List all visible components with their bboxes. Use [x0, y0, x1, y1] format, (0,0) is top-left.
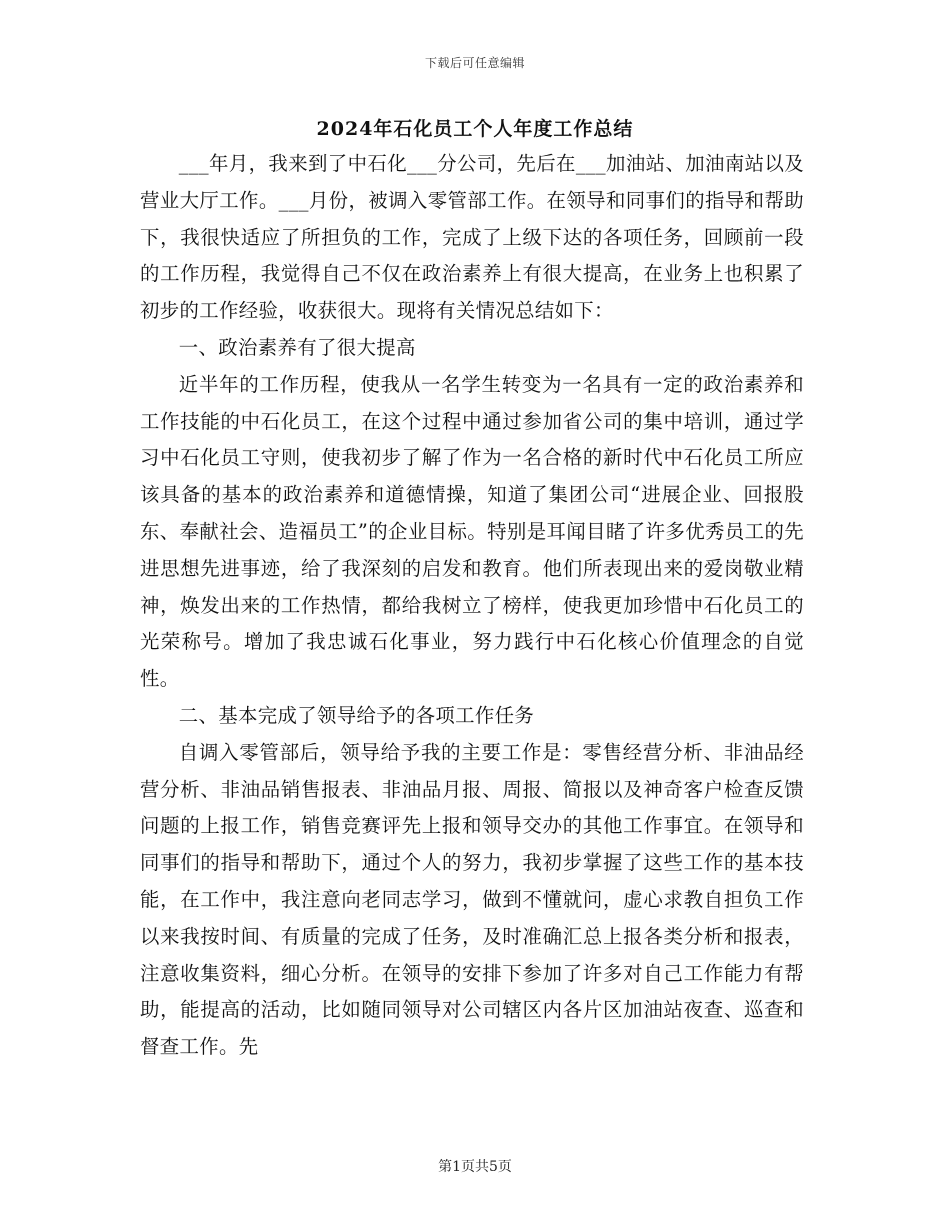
page-footer: 第1页共5页 — [438, 1159, 512, 1175]
document-title: 2024年石化员工个人年度工作总结 — [316, 118, 634, 140]
section-heading-1: 一、政治素养有了很大提高 — [178, 335, 416, 359]
paragraph-intro: ___年月，我来到了中石化___分公司，先后在___加油站、加油南站以及营业大厅工作。___月份，被调入零管部工作。在领导和同事们的指导和帮助下，我很快适应了所担负的工作，完成了上级下达的各项任务，回顾前一段的工作历程，我觉得自己不仅在政治素养上有很大提高，在业务上也积累了初步的工作经验，收获很大。现将有关情况总结如下： — [140, 152, 804, 323]
paragraph-section-2: 自调入零管部后，领导给予我的主要工作是：零售经营分析、非油品经营分析、非油品销售报表、非油品月报、周报、简报以及神奇客户检查反馈问题的上报工作，销售竞赛评先上报和领导交办的其他工作事宜。在领导和同事们的指导和帮助下，通过个人的努力，我初步掌握了这些工作的基本技能，在工作中，我注意向老同志学习，做到不懂就问，虚心求教自担负工作以来我按时间、有质量的完成了任务，及时准确汇总上报各类分析和报表，注意收集资料，细心分析。在领导的安排下参加了许多对自己工作能力有帮助，能提高的活动，比如随同领导对公司辖区内各片区加油站夜查、巡查和督查工作。先 — [140, 740, 804, 1059]
document-body — [140, 146, 804, 1066]
paragraph-section-1: 近半年的工作历程，使我从一名学生转变为一名具有一定的政治素养和工作技能的中石化员工，在这个过程中通过参加省公司的集中培训，通过学习中石化员工守则，使我初步了解了作为一名合格的新时代中石化员工所应该具备的基本的政治素养和道德情操，知道了集团公司“进展企业、回报股东、奉献社会、造福员工”的企业目标。特别是耳闻目睹了许多优秀员工的先进思想先进事迹，给了我深刻的启发和教育。他们所表现出来的爱岗敬业精神，焕发出来的工作热情，都给我树立了榜样，使我更加珍惜中石化员工的光荣称号。增加了我忠诚石化事业，努力践行中石化核心价值理念的自觉性。 — [140, 372, 804, 691]
header-note: 下载后可任意编辑 — [424, 56, 525, 70]
section-heading-2: 二、基本完成了领导给予的各项工作任务 — [178, 703, 535, 727]
